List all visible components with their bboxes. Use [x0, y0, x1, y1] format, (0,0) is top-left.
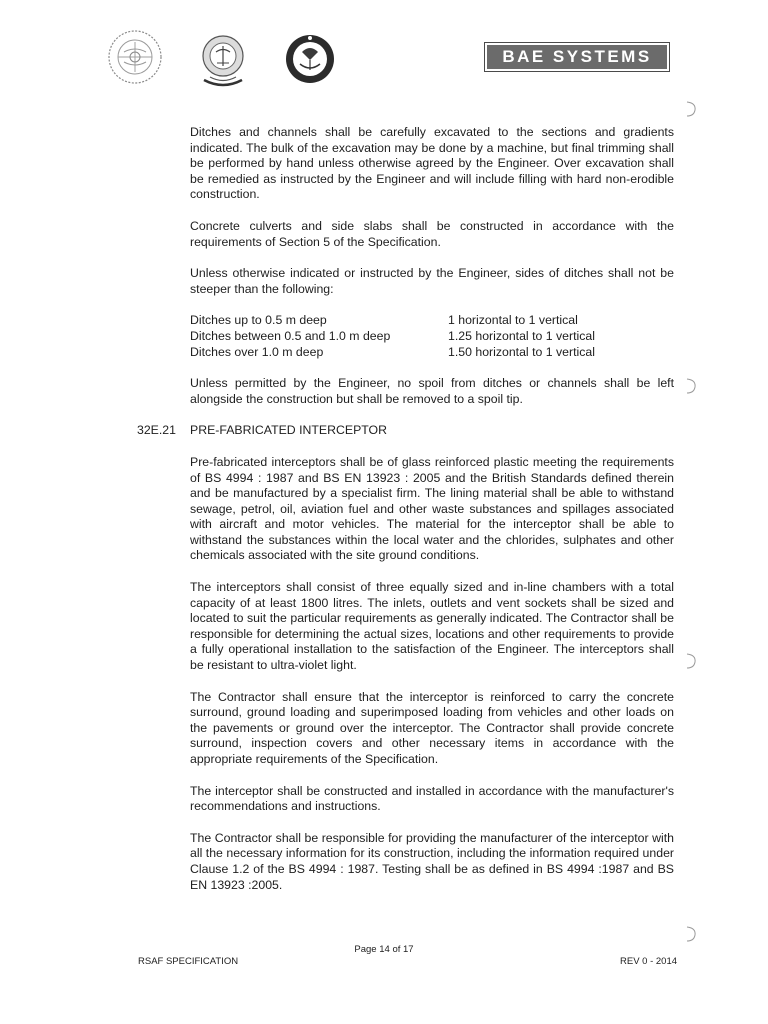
slope-depth: Ditches over 1.0 m deep — [190, 344, 324, 359]
punch-hole-mark — [683, 377, 697, 395]
slope-ratio: 1 horizontal to 1 vertical — [448, 313, 578, 328]
slope-ratio: 1.50 horizontal to 1 vertical — [448, 344, 595, 359]
paragraph-ditch-sides-intro: Unless otherwise indicated or instructed by the Engineer, sides of ditches shall not be steeper than the following: — [190, 266, 674, 296]
palm-swords-emblem — [198, 30, 248, 92]
punch-hole-mark — [683, 100, 697, 118]
section-number: 32E.21 — [137, 423, 176, 438]
slope-row — [190, 329, 674, 345]
slope-row — [190, 345, 674, 361]
footer-spec-name: RSAF SPECIFICATION — [138, 956, 239, 967]
crest-emblem — [284, 30, 336, 88]
slope-row — [190, 313, 674, 329]
footer-revision: REV 0 - 2014 — [620, 956, 678, 967]
paragraph-spoil: Unless permitted by the Engineer, no spoil from ditches or channels shall be left alongside the construction but shall be removed to a spoil tip. — [190, 376, 674, 406]
punch-hole-mark — [683, 925, 697, 943]
document-body — [137, 125, 674, 909]
paragraph-interceptor-reinforcement: The Contractor shall ensure that the interceptor is reinforced to carry the concrete surround, ground loading and superimposed loading from vehicles and other loads on the pavements or ground over the interceptor. The Contractor shall provide concrete surround, inspection covers and other necessary items in accordance with the appropriate requirements of the Specification. — [190, 689, 674, 766]
paragraph-interceptor-testing: The Contractor shall be responsible for providing the manufacturer of the interceptor with all the necessary information for its construction, including the information required under Clause 1.2 of the BS 4994 : 1987. Testing shall be as defined in BS 4994 :1987 and BS EN 13923 :2005. — [190, 830, 674, 892]
punch-hole-mark — [683, 652, 697, 670]
slope-depth: Ditches between 0.5 and 1.0 m deep — [190, 328, 391, 343]
paragraph-concrete-culverts: Concrete culverts and side slabs shall be constructed in accordance with the requirements of Section 5 of the Specification. — [190, 218, 674, 249]
section-heading — [137, 423, 674, 439]
paragraph-interceptor-material: Pre-fabricated interceptors shall be of glass reinforced plastic meeting the requirements of BS 4994 : 1987 and BS EN 13923 : 2005 and the British Standards defined therein and be manufactured by a specialist firm. The lining material shall be able to withstand sewage, petrol, oil, aviation fuel and other waste substances and spillages associated with aircraft and motor vehicles. The material for the interceptor shall be able to withstand the substances within the local water and the chlorides, sulphates and other chemicals associated with the site ground conditions. — [190, 454, 674, 563]
section-title: PRE-FABRICATED INTERCEPTOR — [190, 423, 388, 438]
slope-depth: Ditches up to 0.5 m deep — [190, 313, 327, 328]
paragraph-interceptor-installation: The interceptor shall be constructed and installed in accordance with the manufacturer's recommendations and instructions. — [190, 783, 674, 814]
paragraph-interceptor-chambers: The interceptors shall consist of three equally sized and in-line chambers with a total capacity of at least 1800 litres. The inlets, outlets and vent sockets shall be sized and located to suit the particular requirements as generally indicated. The Contractor shall be responsible for determining the actual sizes, locations and other requirements to provide a fully operational installation to the satisfaction of the Engineer. The interceptors shall be resistant to ultra-violet light. — [190, 580, 674, 673]
royal-air-force-emblem — [106, 28, 164, 86]
ditch-slope-table — [190, 313, 674, 360]
page-number: Page 14 of 17 — [354, 944, 414, 955]
slope-ratio: 1.25 horizontal to 1 vertical — [448, 328, 595, 343]
paragraph-ditch-excavation: Ditches and channels shall be carefully excavated to the sections and gradients indicated. The bulk of the excavation may be done by a machine, but final trimming shall be performed by hand unless otherwise agreed by the Engineer. Over excavation shall be remedied as instructed by the Engineer and will include filling with hard non-erodible construction. — [190, 125, 674, 202]
bae-systems-logo — [484, 42, 670, 72]
brand-text: BAE SYSTEMS — [487, 45, 667, 69]
